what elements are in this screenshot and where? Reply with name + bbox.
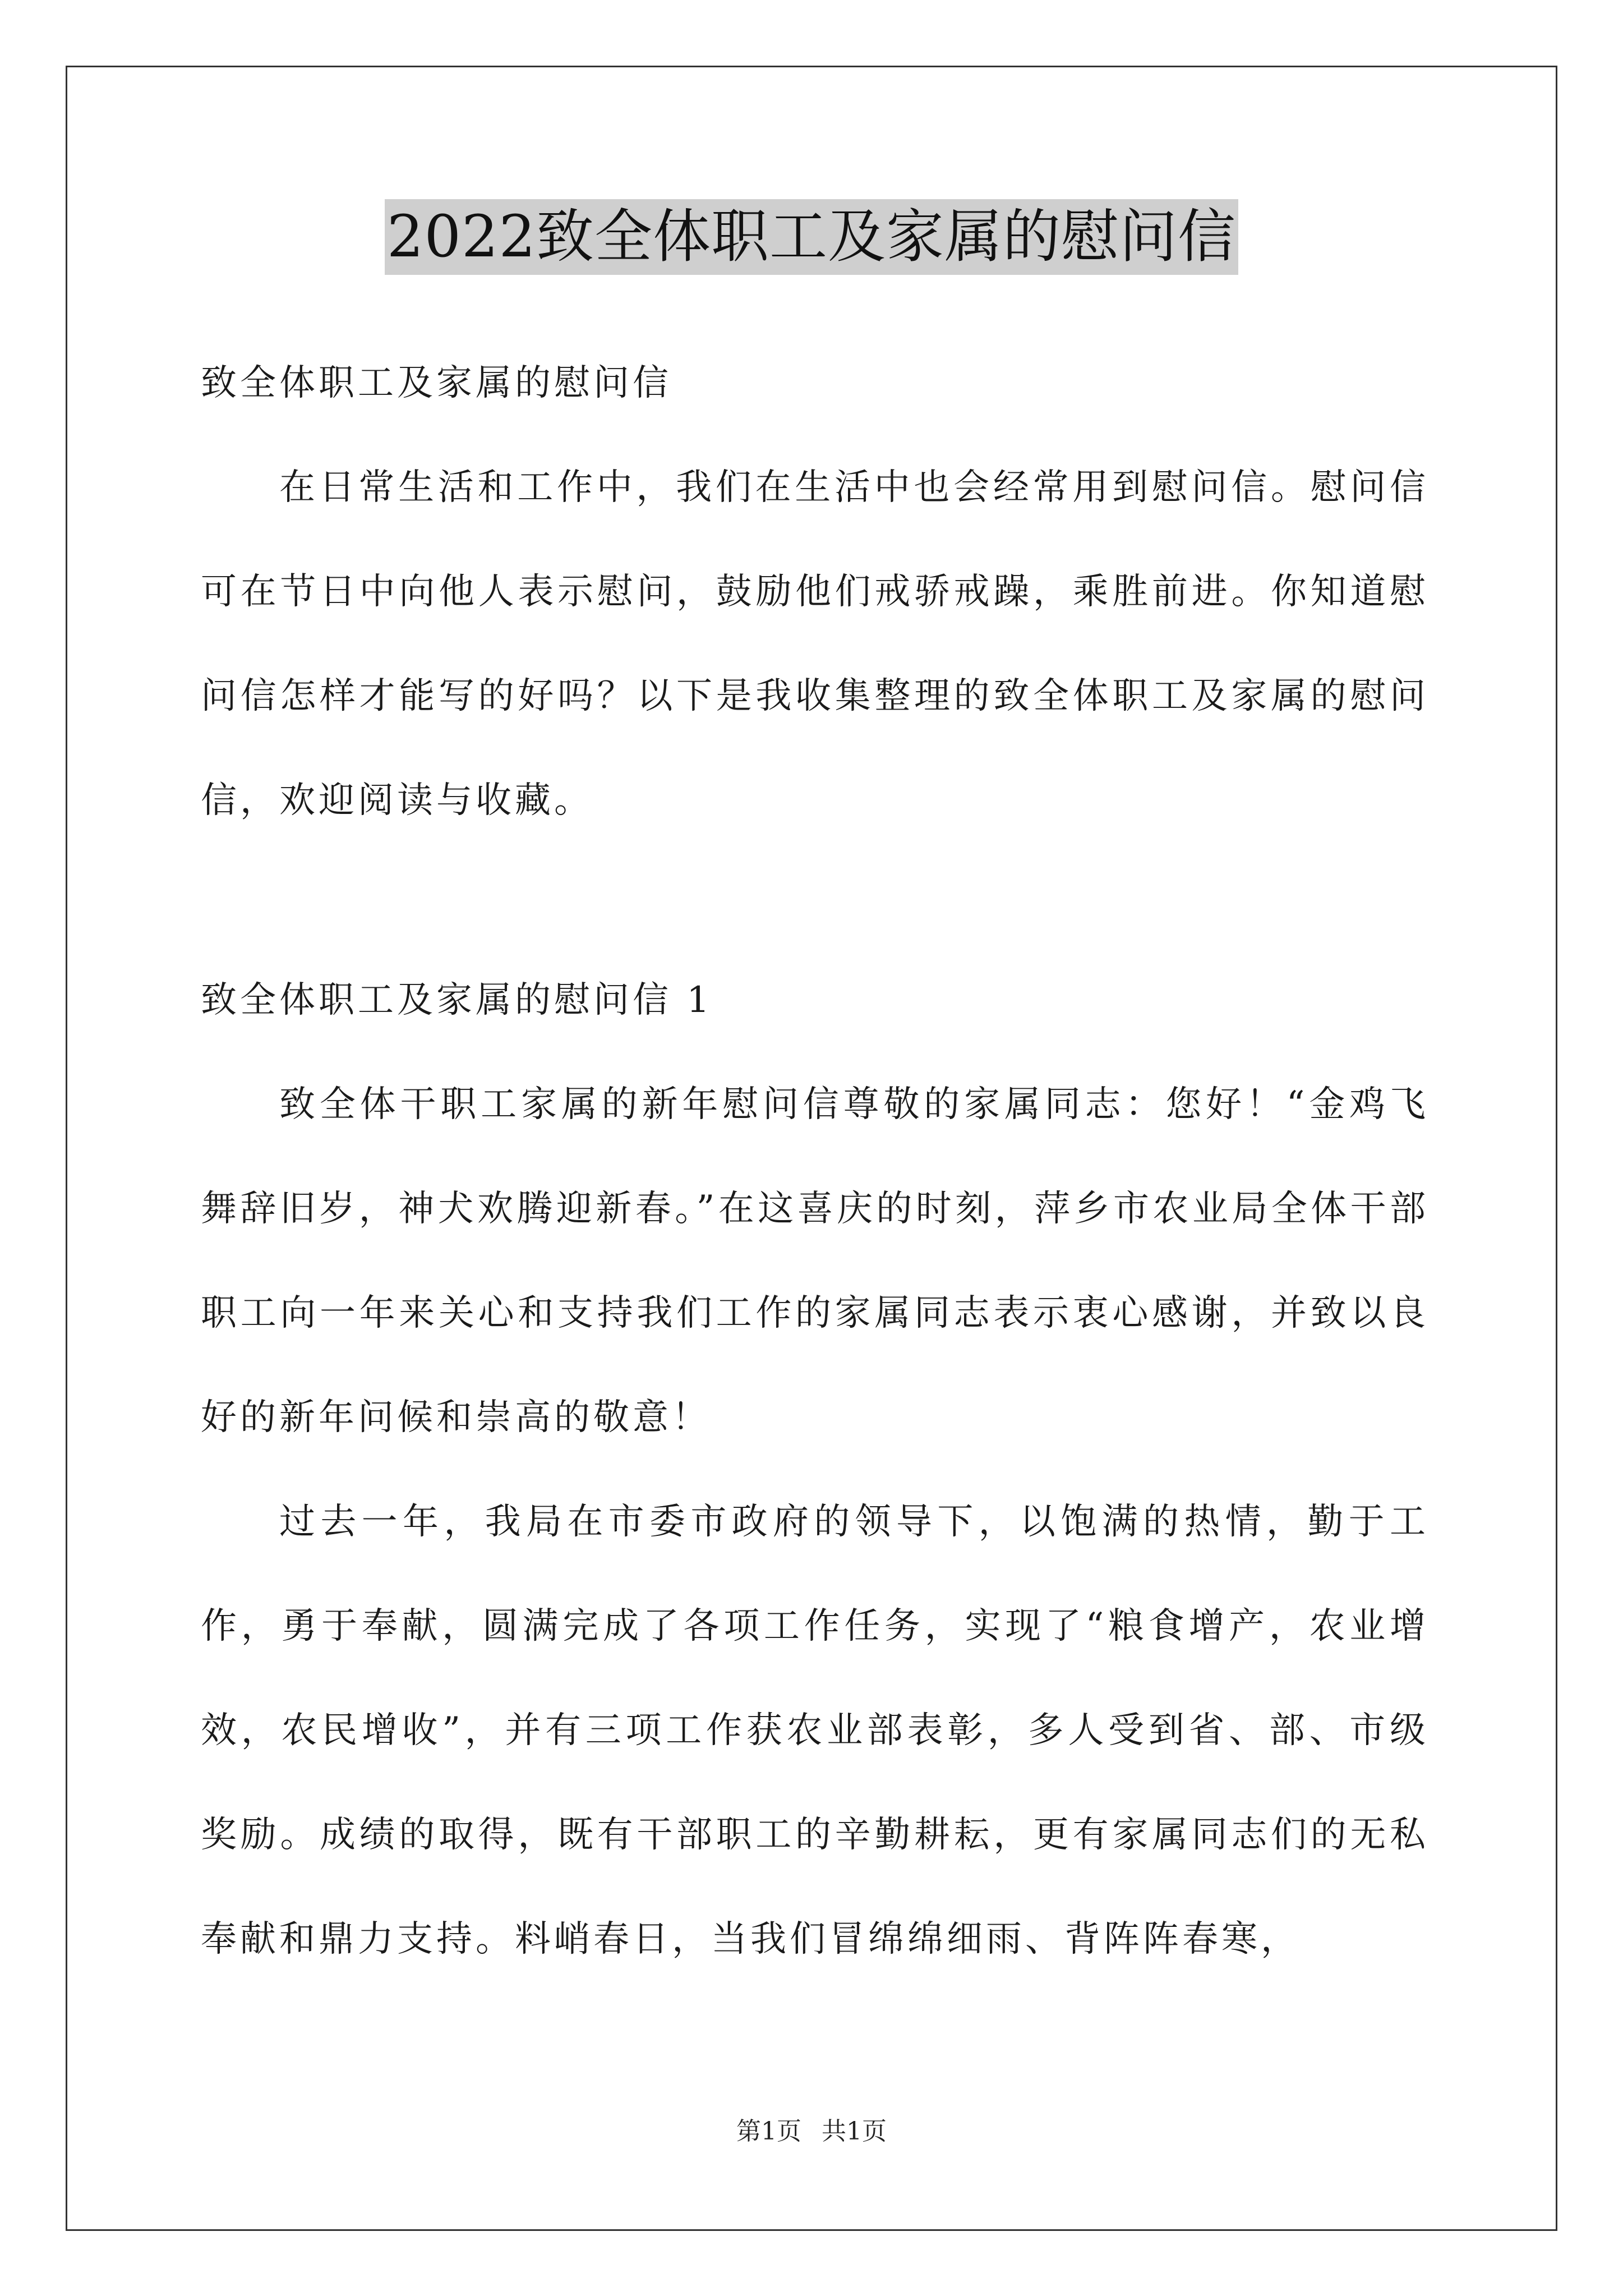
letter-section [201,948,1429,1991]
document-title: 2022致全体职工及家属的慰问信 [385,199,1238,275]
letter-paragraph: 致全体干职工家属的新年慰问信尊敬的家属同志：您好！“金鸡飞舞辞旧岁，神犬欢腾迎新春。”在这喜庆的时刻，萍乡市农业局全体干部职工向一年来关心和支持我们工作的家属同志表示衷心感谢，并致以良好的新年问候和崇高的敬意！ [201,1084,1429,1438]
page-count: 共1页 [822,2117,887,2146]
title-container [0,199,1623,275]
letter-paragraph: 过去一年，我局在市委市政府的领导下，以饱满的热情，勤于工作，勇于奉献，圆满完成了各项工作任务，实现了“粮食增产，农业增效，农民增收”，并有三项工作获农业部表彰，多人受到省、部、市级奖励。成绩的取得，既有干部职工的辛勤耕耘，更有家属同志们的无私奉献和鼎力支持。料峭春日，当我们冒绵绵细雨、背阵阵春寒， [201,1501,1429,1960]
intro-paragraph: 在日常生活和工作中，我们在生活中也会经常用到慰问信。慰问信可在节日中向他人表示慰问，鼓励他们戒骄戒躁，乘胜前进。你知道慰问信怎样才能写的好吗？以下是我收集整理的致全体职工及家属的慰问信，欢迎阅读与收藏。 [201,467,1429,821]
page-footer [0,2115,1623,2148]
section-heading: 致全体职工及家属的慰问信 1 [201,979,713,1021]
page-number: 第1页 [736,2117,801,2146]
intro-heading: 致全体职工及家属的慰问信 [201,362,672,404]
document-body [201,331,1429,853]
